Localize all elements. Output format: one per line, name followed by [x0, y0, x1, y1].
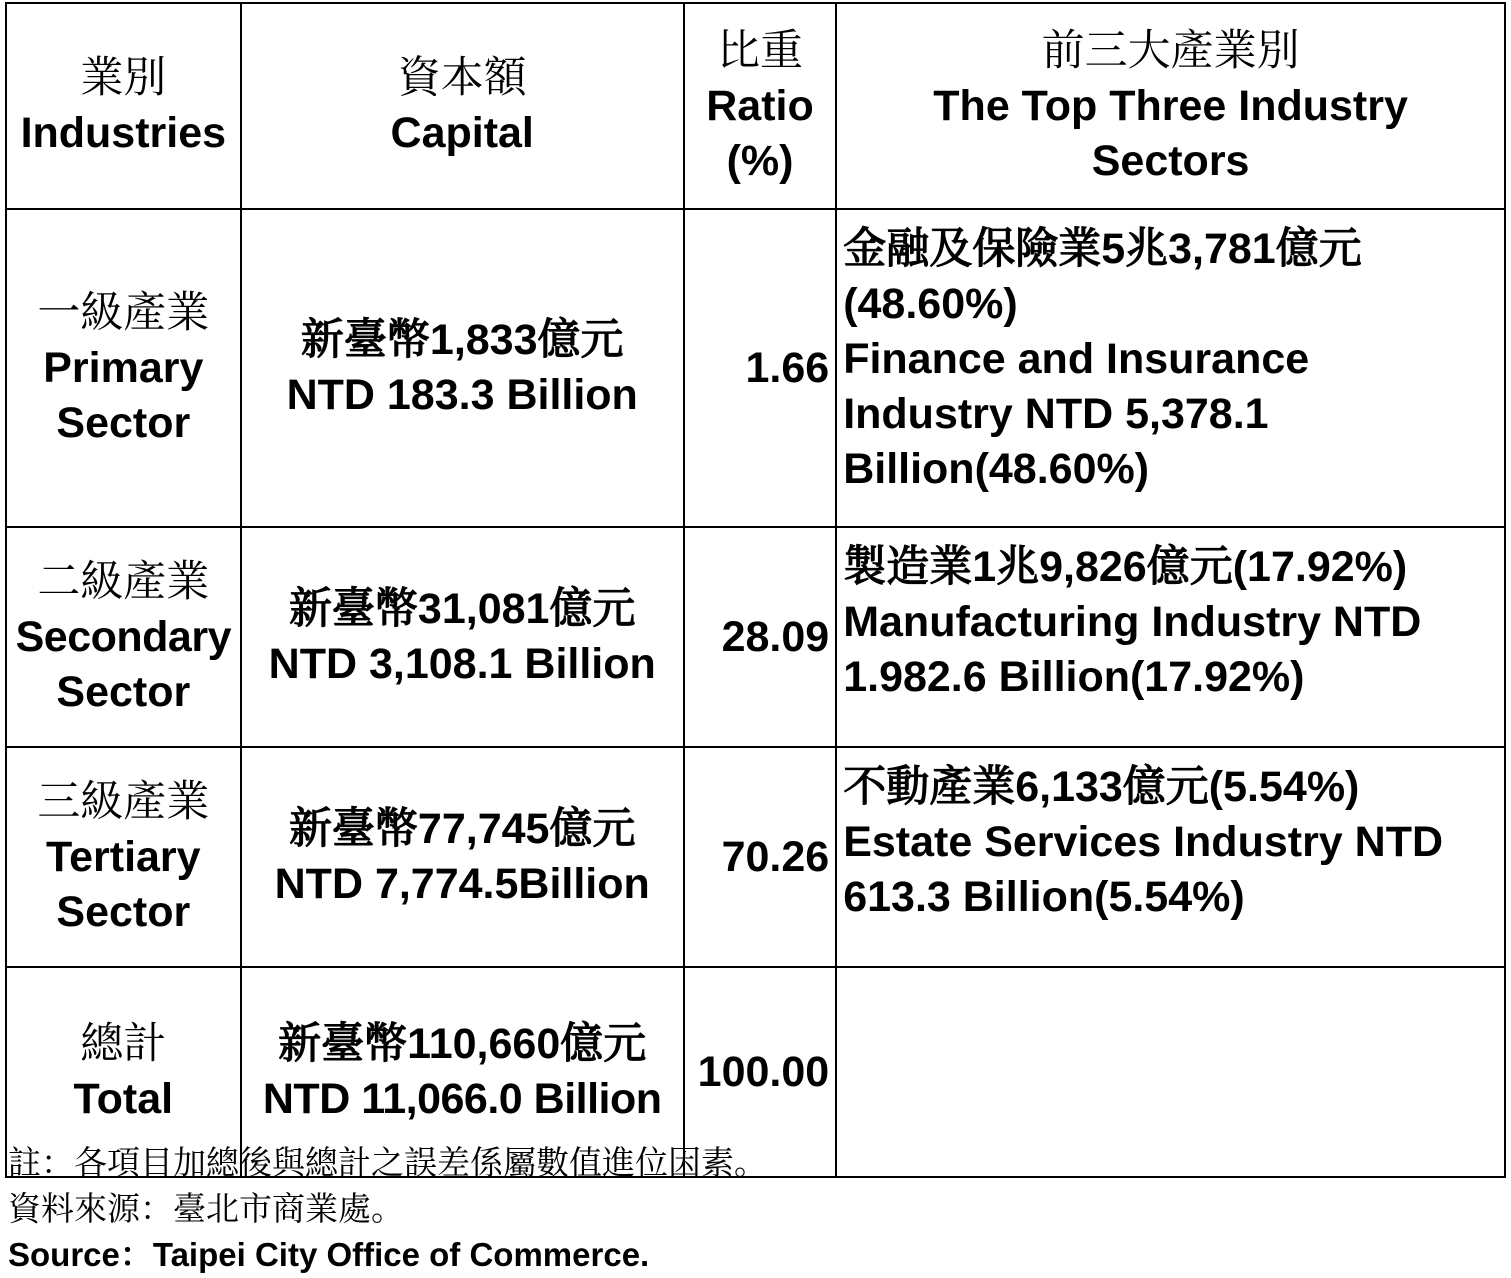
primary-industry-en-1: Primary	[43, 343, 204, 392]
primary-top-en-2: Industry NTD 5,378.1	[843, 390, 1269, 438]
tertiary-industry-en-2: Sector	[56, 887, 191, 936]
header-ratio-en: Ratio	[706, 81, 814, 130]
total-capital-en: NTD 11,066.0 Billion	[262, 1075, 662, 1123]
tertiary-industry-zh: 三級產業	[37, 777, 210, 826]
tertiary-capital-zh: 新臺幣77,745億元	[288, 805, 636, 853]
tertiary-top-en-1: Estate Services Industry NTD	[843, 818, 1444, 866]
tertiary-top-three-cell	[836, 747, 1505, 967]
primary-top-three-cell	[836, 209, 1505, 527]
total-top-three-cell	[836, 967, 1505, 1177]
table-row-primary	[6, 209, 1505, 527]
total-industry-zh: 總計	[80, 1020, 167, 1068]
secondary-capital-zh: 新臺幣31,081億元	[288, 585, 636, 633]
primary-capital-zh: 新臺幣1,833億元	[300, 316, 624, 364]
header-top-three-en-1: The Top Three Industry	[933, 81, 1408, 130]
secondary-industry-en-2: Sector	[56, 667, 191, 716]
header-capital	[241, 3, 684, 209]
rounding-note: 註：各項目加總後與總計之誤差係屬數值進位因素。	[8, 1144, 767, 1181]
table-header-row	[6, 3, 1505, 209]
header-ratio	[684, 3, 836, 209]
table-row-secondary	[6, 527, 1505, 747]
header-industries	[6, 3, 241, 209]
header-top-three-zh: 前三大產業別	[1041, 26, 1300, 75]
header-capital-en: Capital	[390, 109, 534, 157]
total-capital-zh: 新臺幣110,660億元	[278, 1020, 647, 1068]
secondary-industry-cell	[6, 527, 241, 747]
source-note-en: Source：Taipei City Office of Commerce.	[8, 1236, 650, 1273]
primary-industry-cell	[6, 209, 241, 527]
tertiary-industry-cell	[6, 747, 241, 967]
primary-top-en-3: Billion(48.60%)	[843, 445, 1150, 493]
secondary-industry-en-1: Secondary	[15, 612, 231, 661]
primary-capital-cell	[241, 209, 684, 527]
tertiary-ratio-cell: 70.26	[684, 747, 836, 967]
primary-capital-en: NTD 183.3 Billion	[286, 371, 638, 419]
secondary-capital-cell	[241, 527, 684, 747]
primary-industry-zh: 一級產業	[37, 288, 210, 337]
primary-ratio-cell: 1.66	[684, 209, 836, 527]
primary-top-zh-1: 金融及保險業5兆3,781億元	[843, 225, 1362, 273]
header-capital-zh: 資本額	[397, 54, 527, 102]
header-ratio-zh: 比重	[717, 26, 803, 75]
tertiary-capital-cell	[241, 747, 684, 967]
header-top-three-en-2: Sectors	[1091, 136, 1250, 185]
primary-top-en-1: Finance and Insurance	[843, 335, 1310, 383]
secondary-top-three-cell	[836, 527, 1505, 747]
tertiary-top-zh-1: 不動產業6,133億元(5.54%)	[843, 763, 1360, 811]
total-industry-en: Total	[73, 1075, 174, 1123]
secondary-top-zh-1: 製造業1兆9,826億元(17.92%)	[843, 543, 1408, 591]
secondary-ratio-cell: 28.09	[684, 527, 836, 747]
source-note-zh: 資料來源：臺北市商業處。	[8, 1190, 404, 1227]
tertiary-industry-en-1: Tertiary	[46, 832, 201, 881]
table-row-tertiary	[6, 747, 1505, 967]
tertiary-top-en-2: 613.3 Billion(5.54%)	[843, 873, 1245, 921]
tertiary-capital-en: NTD 7,774.5Billion	[274, 860, 650, 908]
secondary-top-en-2: 1.982.6 Billion(17.92%)	[843, 653, 1305, 701]
secondary-industry-zh: 二級產業	[37, 557, 210, 606]
primary-industry-en-2: Sector	[56, 398, 191, 447]
capital-by-sector-table	[5, 2, 1506, 1178]
primary-top-zh-2: (48.60%)	[843, 280, 1018, 328]
header-industries-zh: 業別	[80, 54, 167, 102]
table-notes	[8, 1140, 767, 1278]
capital-table-container	[5, 2, 1506, 1178]
secondary-top-en-1: Manufacturing Industry NTD	[843, 598, 1422, 646]
header-ratio-unit: (%)	[726, 136, 794, 185]
secondary-capital-en: NTD 3,108.1 Billion	[268, 640, 656, 688]
total-ratio-cell: 100.00	[684, 967, 836, 1177]
header-industries-en: Industries	[20, 109, 227, 157]
header-top-three	[836, 3, 1505, 209]
